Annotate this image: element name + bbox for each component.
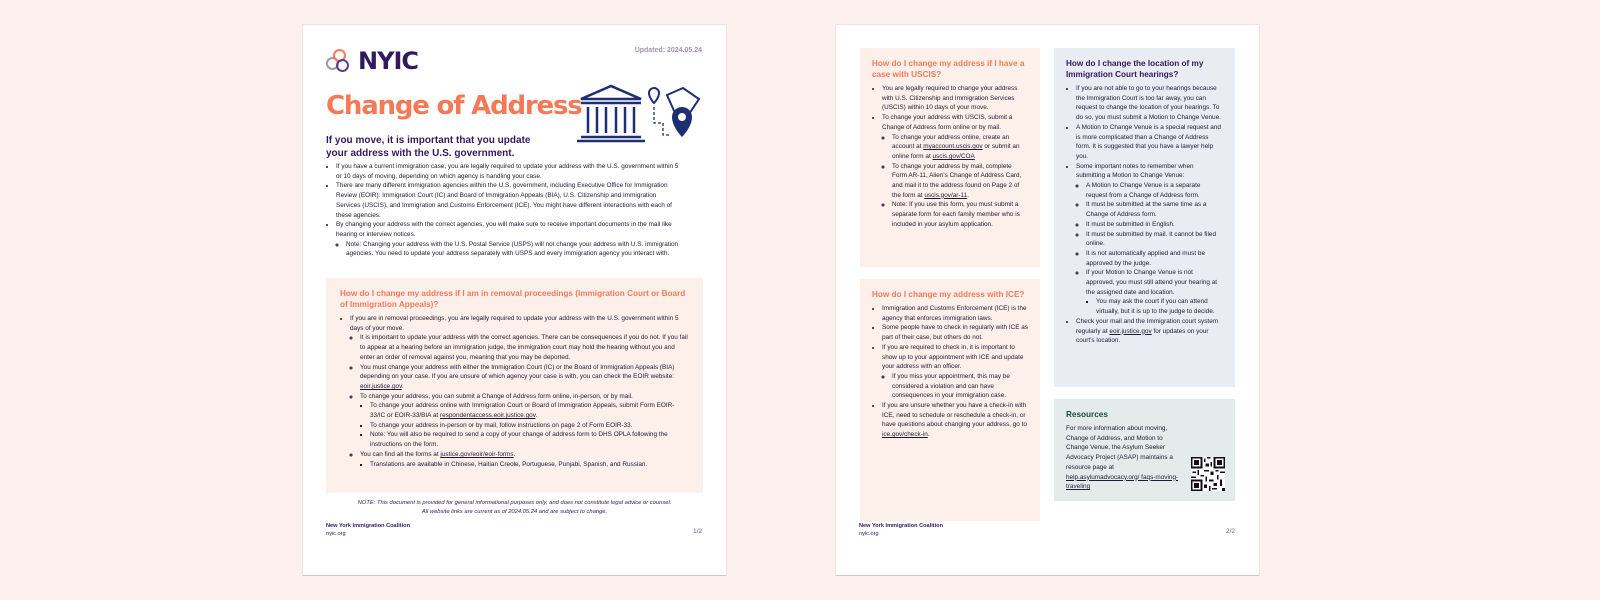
list-item-text: . xyxy=(401,382,404,390)
ice-section xyxy=(860,279,1040,521)
list-item-text: You must change your address with either the Immigration Court (IC) or the Board of Immigration Appeals (BIA) depending on your case. If you are unsure of which agency your case is with, you can check the EOIR website: xyxy=(360,363,675,381)
footer-organization: New York Immigration Coalition xyxy=(326,523,411,529)
list-item-text: If you are in removal proceedings, you are legally required to update your address with the U.S. government within 5 days of your move. xyxy=(350,315,679,332)
resources-description: For more information about moving, Change of Address, and Motion to Change Venue, the Asylum Seeker Advocacy Project (ASAP) maintains a resource page at xyxy=(1066,425,1173,471)
list-item: ◦ It must be submitted by mail. It cannot be filed online. xyxy=(1086,230,1223,249)
list-item-text: To change your address, you can submit a Change of Address form online, in-person, or by mail. xyxy=(360,392,633,400)
list-item xyxy=(1076,162,1223,317)
resources-section xyxy=(1054,399,1235,501)
uscis-section xyxy=(860,48,1040,267)
ice-check-in-link[interactable]: ice.gov/check-in xyxy=(882,431,928,439)
list-item-text: To change your address by mail, complete Form AR-11, Alien's Change of Address Card, and mail it to the address found on Page 2 of the form at xyxy=(892,162,1022,199)
eoir-forms-link[interactable]: justice.gov/eoir/eoir-forms xyxy=(440,450,514,458)
list-item: ▪ Note: You will also be required to send a copy of your change of address form to DHS OPLA following the instructions on the form. xyxy=(370,430,689,449)
list-item xyxy=(350,314,689,469)
list-item xyxy=(882,401,1028,440)
uscis-coa-link[interactable]: uscis.gov/COA xyxy=(932,152,975,160)
list-item-text: By changing your address with the correct agencies, you will make sure to receive important documents in the mail like hearing or interview notices. xyxy=(336,221,672,238)
myaccount-uscis-link[interactable]: myaccount.uscis.gov xyxy=(923,143,983,151)
list-item: ◦ Note: Changing your address with the U.S. Postal Service (USPS) will not change your address with U.S. immigration agencies. You need to update your address separately with USPS and every immigration agency you interact with. xyxy=(346,240,681,259)
list-item-text: . xyxy=(967,191,969,199)
list-item-text: To change your address online, create an account at xyxy=(892,133,1010,151)
list-item-text: Some important notes to remember when submitting a Motion to Change Venue: xyxy=(1076,162,1194,180)
list-item xyxy=(360,392,689,450)
list-item-text: To change your address online with Immigration Court or Board of Immigration Appeals, submit Form EOIR-33/IC or EOIR-33/BIA at xyxy=(370,402,675,420)
eoir-link[interactable]: eoir.justice.gov xyxy=(1109,327,1152,335)
intro-section xyxy=(326,162,681,259)
list-item: ◦ If you miss your appointment, this may be considered a violation and can have consequences in your immigration case. xyxy=(892,372,1028,401)
section-heading: How do I change the location of my Immigration Court hearings? xyxy=(1066,59,1204,79)
list-item: • There are many different immigration agencies within the U.S. government, including Executive Office for Immigration Review (EOIR): Immigration Court (IC) and Board of Immigration Appeals (BIA), U.S. Citizenship and Immigration Services (USCIS), and Immigration and Customs Enforcement (ICE). You might have different interactions with each of these agencies. xyxy=(336,181,681,220)
list-item: ◦ It is not automatically applied and must be approved by the judge. xyxy=(1086,249,1223,268)
footer-website: nyic.org xyxy=(326,531,346,537)
change-venue-section xyxy=(1054,48,1235,387)
list-item: • Immigration and Customs Enforcement (ICE) is the agency that enforces immigration laws. xyxy=(882,304,1028,323)
section-heading: How do I change my address if I am in removal proceedings (Immigration Court or Board of Immigration Appeals)? xyxy=(340,289,686,309)
list-item-text: . xyxy=(927,431,930,439)
uscis-ar11-link[interactable]: uscis.gov/ar-11 xyxy=(924,191,968,199)
page-title: Change of Address xyxy=(326,91,582,121)
respondent-access-link[interactable]: respondentaccess.eoir.justice.gov xyxy=(439,412,536,420)
list-item: ◦ Note: If you use this form, you must submit a separate form for each family member who is included in your asylum application. xyxy=(892,200,1028,229)
footer-organization: New York Immigration Coalition xyxy=(859,523,944,529)
list-item: • A Motion to Change Venue is a special request and is more complicated than a Change of Address form. It is suggested that you have a lawyer help you. xyxy=(1076,123,1223,162)
disclaimer xyxy=(326,499,703,517)
list-item-text: for updates on your court's location. xyxy=(1076,327,1209,345)
list-item-text: . xyxy=(513,450,516,458)
page-subtitle: If you move, it is important that you update your address with the U.S. government. xyxy=(326,135,531,159)
list-item-text: If you are unsure whether you have a check-in with ICE, need to schedule or reschedule a check-in, or have questions about changing your address, go to xyxy=(882,402,1027,429)
list-item-text: Check your mail and the Immigration court system regularly at xyxy=(1076,317,1219,335)
nyic-logo-mark-icon xyxy=(326,47,354,75)
section-heading: Resources xyxy=(1066,410,1108,419)
list-item: • You are legally required to change your address with U.S. Citizenship and Immigration Services (USCIS) within 10 days of your move. xyxy=(882,84,1028,113)
document-page-2 xyxy=(836,25,1259,575)
list-item: ▪ You may ask the court if you can attend virtually, but it is up to the judge to decide. xyxy=(1096,297,1223,316)
courthouse-location-map-icon xyxy=(575,83,703,149)
list-item: ◦ It must be submitted at the same time as a Change of Address form. xyxy=(1086,200,1223,219)
list-item xyxy=(360,363,689,392)
list-item xyxy=(336,220,681,259)
list-item-text: To change your address with USCIS, submit a Change of Address form online or by mail. xyxy=(882,114,1013,131)
page-divider xyxy=(836,575,1259,576)
list-item: • Some people have to check in regularly with ICE as part of their case, but others do not. xyxy=(882,323,1028,342)
qr-code-icon[interactable] xyxy=(1191,457,1225,491)
updated-date: Updated: 2024.05.24 xyxy=(634,47,702,54)
nyic-logo xyxy=(326,47,418,75)
resources-text xyxy=(1066,424,1184,492)
removal-proceedings-section xyxy=(326,278,703,493)
list-item-text: If your Motion to Change Venue is not approved, you must still attend your hearing at the assigned date and location. xyxy=(1086,269,1218,296)
list-item xyxy=(360,450,689,469)
disclaimer-line: NOTE: This document is provided for general informational purposes only, and does not constitute legal advice or counsel. xyxy=(357,500,672,506)
section-heading: How do I change my address with ICE? xyxy=(872,290,1025,299)
list-item xyxy=(892,162,1028,201)
list-item-text: or submit an online form at xyxy=(892,143,1020,160)
logo-text: NYIC xyxy=(358,47,419,75)
asap-resource-link[interactable]: help.asylumadvocacy.org/ faqs-moving-traveling xyxy=(1066,473,1179,491)
list-item: ◦ It is important to update your address with the correct agencies. There can be consequences if you do not. If you fail to appear at a hearing before an immigration judge, the immigration court may hold the hearing without you and enter an order of removal against you, meaning that you may be deported. xyxy=(360,333,689,362)
list-item-text: If you are required to check in, it is important to show up to your appointment with ICE and update your address with an officer. xyxy=(882,343,1024,371)
list-item: ▪ To change your address in-person or by mail, follow instructions on page 2 of Form EOIR-33. xyxy=(370,421,689,431)
list-item xyxy=(882,113,1028,229)
list-item-text: You can find all the forms at xyxy=(360,450,441,458)
page-number: 2/2 xyxy=(1225,528,1235,535)
list-item: ▪ Translations are available in Chinese, Haitian Creole, Portuguese, Punjabi, Spanish, and Russian. xyxy=(370,460,689,470)
page-number: 1/2 xyxy=(692,528,702,535)
list-item xyxy=(1086,268,1223,317)
list-item xyxy=(882,343,1028,401)
list-item: ◦ A Motion to Change Venue is a separate request from a Change of Address form. xyxy=(1086,181,1223,200)
list-item xyxy=(1076,317,1223,346)
section-heading: How do I change my address if I have a case with USCIS? xyxy=(872,59,1025,79)
list-item xyxy=(370,401,689,420)
list-item: • If you have a current immigration case, you are legally required to update your address with the U.S. government within 5 or 10 days of moving, depending on which agency is handling your case. xyxy=(336,162,681,181)
document-page-1 xyxy=(303,25,726,575)
list-item xyxy=(892,133,1028,162)
list-item: ◦ It must be submitted in English. xyxy=(1086,220,1223,230)
list-item: • If you are not able to go to your hearings because the Immigration Court is too far away, you can request to change the location of your hearings. To do so, you must submit a Motion to Change Venue. xyxy=(1076,84,1223,123)
footer-website: nyic.org xyxy=(859,531,879,537)
disclaimer-line: All website links are current as of 2024.05.24 and are subject to change. xyxy=(421,509,608,515)
page-divider xyxy=(303,575,726,576)
eoir-link[interactable]: eoir.justice.gov xyxy=(360,382,402,390)
list-item-text: . xyxy=(535,412,538,420)
